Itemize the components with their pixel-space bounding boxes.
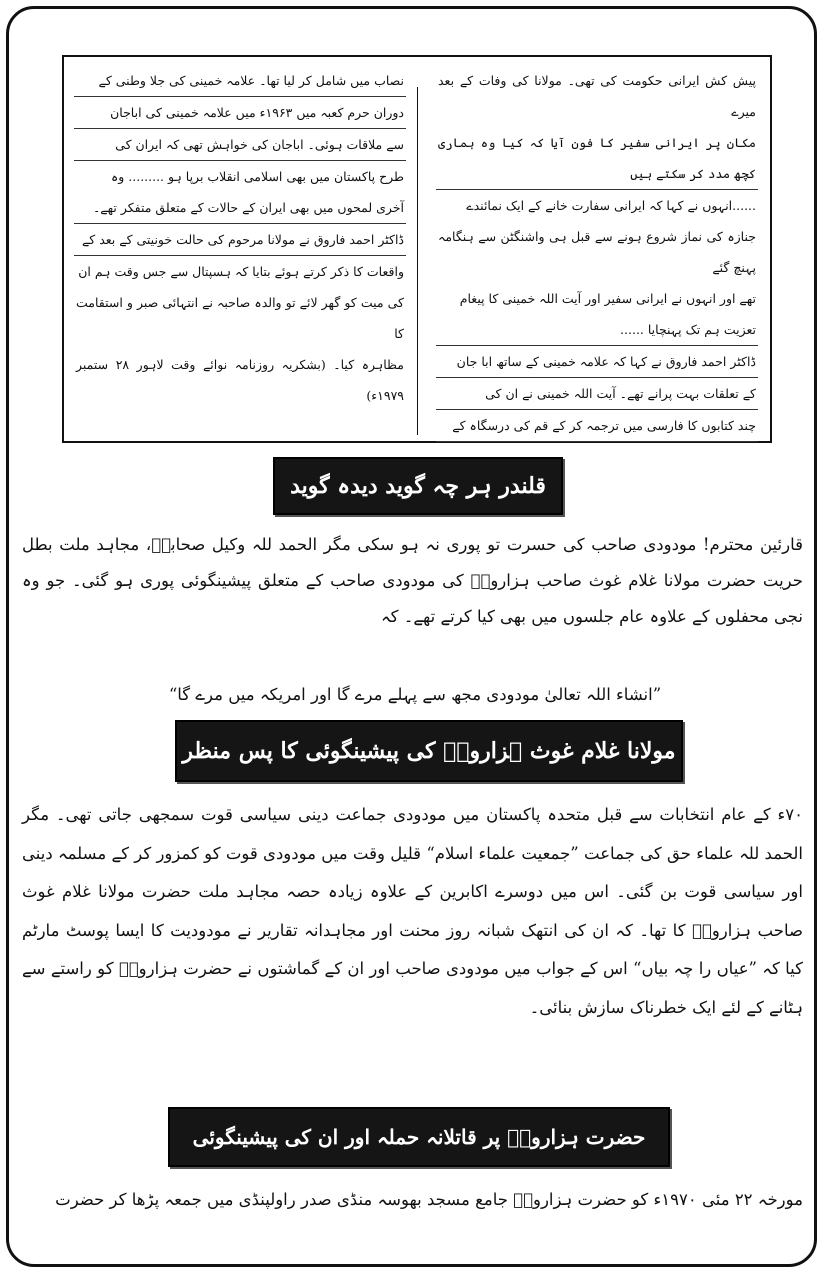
paragraph-background: ۷۰ء کے عام انتخابات سے قبل متحدہ پاکستان میں مودودی جماعت دینی سیاسی قوت سمجھی جاتی تھی۔ مگر الحمد للہ علماء حق کی جماعت ”جمعیت علماء اسلام“ قلیل وقت میں مودودی قوت کو کمزور کر کے مسلمہ دینی اور سیاسی قوت بن گئی۔ اس میں دوسرے اکابرین کے علاوہ زیادہ حصہ مجاہد ملت حضرت مولانا غلام غوث صاحب ہزارویؒ کا تھا۔ کہ ان کی انتھک شبانہ روز محنت اور مجاہدانہ تقاریر نے مودودیت کا ایسا پوسٹ مارٹم کیا کہ ”عیاں را چہ بیاں“ اس کے جواب میں مودودی صاحب اور ان کے گماشتوں نے حضرت ہزارویؒ کو راستے سے ہٹانے کے لئے ایک خطرناک سازش بنائی۔ xyxy=(22,805,803,1017)
section-heading-attack: حضرت ہزارویؒ پر قاتلانہ حملہ اور ان کی پیشینگوئی xyxy=(168,1107,670,1167)
right-column-line: پیش کش ایرانی حکومت کی تھی۔ مولانا کی وفات کے بعد میرے xyxy=(438,73,756,119)
left-column-line: طرح پاکستان میں بھی اسلامی انقلاب برپا ہو ......... وہ xyxy=(110,169,404,184)
left-column-line: کی میت کو گھر لائے تو والدہ صاحبہ نے انتہائی صبر و استقامت کا xyxy=(76,295,404,341)
right-column-line: مکان پر ایرانی سفیر کا فون آیا کہ کیا وہ ہماری کچھ مدد کر سکتے ہیں xyxy=(436,127,758,190)
right-column-line: تعزیت ہم تک پہنچایا ...... xyxy=(436,314,758,346)
left-column-line: سے ملاقات ہوئی۔ اباجان کی خواہش تھی کہ ایران کی xyxy=(74,129,406,161)
boxed-article xyxy=(62,55,772,443)
left-column-line: واقعات کا ذکر کرتے ہوئے بتایا کہ ہسپتال سے جس وقت ہم ان xyxy=(78,264,404,279)
section-heading-qalandar: قلندر ہر چہ گوید دیدہ گوید xyxy=(273,457,563,515)
column-divider xyxy=(417,87,418,435)
right-column-line: تھے اور انہوں نے ایرانی سفیر اور آیت اللہ خمینی کا پیغام xyxy=(459,291,756,306)
right-column-line: ڈاکٹر احمد فاروق نے کہا کہ علامہ خمینی کے ساتھ ابا جان xyxy=(436,346,758,378)
section-heading-background: مولانا غلام غوث ہزارویؒ کی پیشینگوئی کا پس منظر xyxy=(175,720,683,782)
left-column-line: ڈاکٹر احمد فاروق نے مولانا مرحوم کی حالت خونیتی کے بعد کے xyxy=(74,224,406,256)
prophecy-quote: ”انشاء اللہ تعالیٰ مودودی مجھ سے پہلے مرے گا اور امریکہ میں مرے گا“ xyxy=(168,685,662,704)
left-column-line: نصاب میں شامل کر لیا تھا۔ علامہ خمینی کی جلا وطنی کے xyxy=(74,65,406,97)
left-column xyxy=(74,65,406,435)
left-column-line: دوران حرم کعبہ میں ۱۹۶۳ء میں علامہ خمینی کی اباجان xyxy=(74,97,406,129)
paragraph-attack: مورخہ ۲۲ مئی ۱۹۷۰ء کو حضرت ہزارویؒ جامع مسجد بھوسہ منڈی صدر راولپنڈی میں جمعہ پڑھا کر حضرت xyxy=(55,1190,803,1209)
right-column-line: کے تعلقات بہت پرانے تھے۔ آیت اللہ خمینی نے ان کی xyxy=(436,378,758,410)
paragraph-intro: قارئین محترم! مودودی صاحب کی حسرت تو پوری نہ ہو سکی مگر الحمد للہ وکیل صحابہؓ، مجاہد ملت بطل حریت حضرت مولانا غلام غوث صاحب ہزارویؒ کی مودودی صاحب کے متعلق پیشینگوئی پوری ہو گئی۔ جو وہ نجی محفلوں کے علاوہ عام جلسوں میں بھی کیا کرتے تھے۔ کہ xyxy=(22,535,803,626)
right-column-line: چند کتابوں کا فارسی میں ترجمہ کر کے قم کی درسگاہ کے xyxy=(436,410,758,442)
left-column-line: مظاہرہ کیا۔ (بشکریہ روزنامہ نوائے وقت لاہور ۲۸ ستمبر ۱۹۷۹ء) xyxy=(76,357,404,403)
right-column xyxy=(436,65,758,435)
right-column-line: جنازہ کی نماز شروع ہونے سے قبل ہی واشنگٹن سے ہنگامہ پہنچ گئے xyxy=(438,229,756,275)
right-column-line: ......انہوں نے کہا کہ ایرانی سفارت خانے کے ایک نمائندے xyxy=(466,198,756,213)
left-column-line: آخری لمحوں میں بھی ایران کے حالات کے متعلق متفکر تھے۔ xyxy=(74,192,406,224)
